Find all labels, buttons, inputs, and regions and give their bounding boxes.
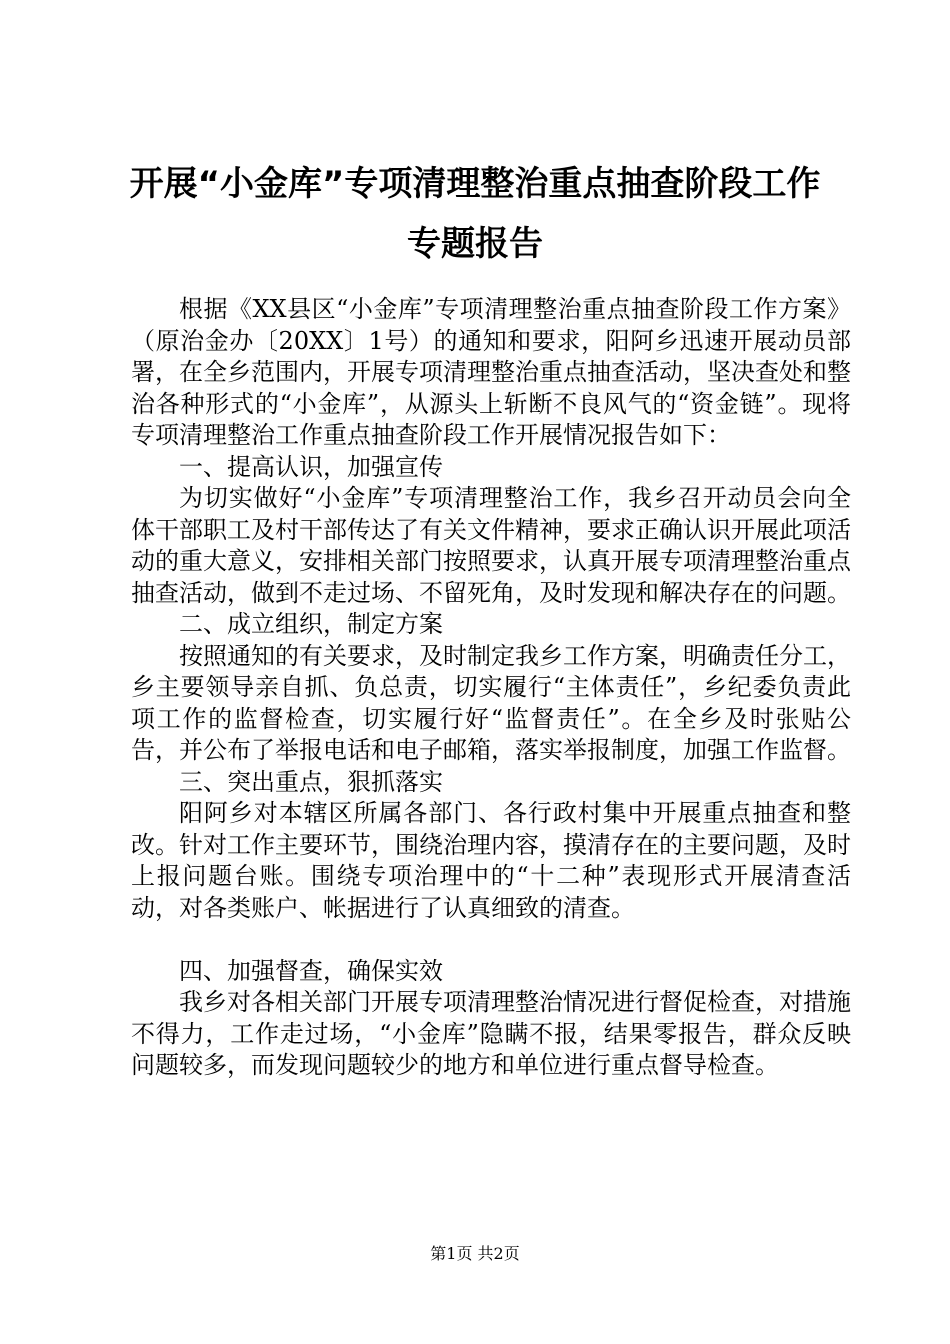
section-paragraph-3: 阳阿乡对本辖区所属各部门、各行政村集中开展重点抽查和整改。针对工作主要环节，围绕治理内容，摸清存在的主要问题，及时上报问题台账。围绕专项治理中的“十二种”表现形式开展清查活动，对各类账户、帐据进行了认真细致的清查。 [131,799,851,922]
section-heading-4: 四、加强督查，确保实效 [179,956,443,985]
section-paragraph-4: 我乡对各相关部门开展专项清理整治情况进行督促检查，对措施不得力，工作走过场，“小金库”隐瞒不报，结果零报告，群众反映问题较多，而发现问题较少的地方和单位进行重点督导检查。 [131,988,851,1079]
document-body [131,294,851,1082]
section-paragraph-1: 为切实做好“小金库”专项清理整治工作，我乡召开动员会向全体干部职工及村干部传达了有关文件精神，要求正确认识开展此项活动的重大意义，安排相关部门按照要求，认真开展专项清理整治重点抽查活动，做到不走过场、不留死角，及时发现和解决存在的问题。 [131,484,851,607]
section-heading-2: 二、成立组织，制定方案 [179,610,443,638]
page-number-footer: 第1页 共2页 [430,1244,520,1263]
blank-line [131,924,851,956]
intro-paragraph: 根据《XX县区“小金库”专项清理整治重点抽查阶段工作方案》（原治金办〔20XX〕1号）的通知和要求，阳阿乡迅速开展动员部署，在全乡范围内，开展专项清理整治重点抽查活动，坚决查处和整治各种形式的“小金库”，从源头上斩断不良风气的“资金链”。现将专项清理整治工作重点抽查阶段工作开展情况报告如下： [131,295,851,449]
section-paragraph-2: 按照通知的有关要求，及时制定我乡工作方案，明确责任分工，乡主要领导亲自抓、负总责，切实履行“主体责任”，乡纪委负责此项工作的监督检查，切实履行好“监督责任”。在全乡及时张贴公告，并公布了举报电话和电子邮箱，落实举报制度，加强工作监督。 [131,641,851,764]
section-heading-1: 一、提高认识，加强宣传 [179,452,443,481]
section-heading-3: 三、突出重点，狠抓落实 [179,767,443,796]
document-title: 开展“小金库”专项清理整治重点抽查阶段工作专题报告 [129,164,821,264]
